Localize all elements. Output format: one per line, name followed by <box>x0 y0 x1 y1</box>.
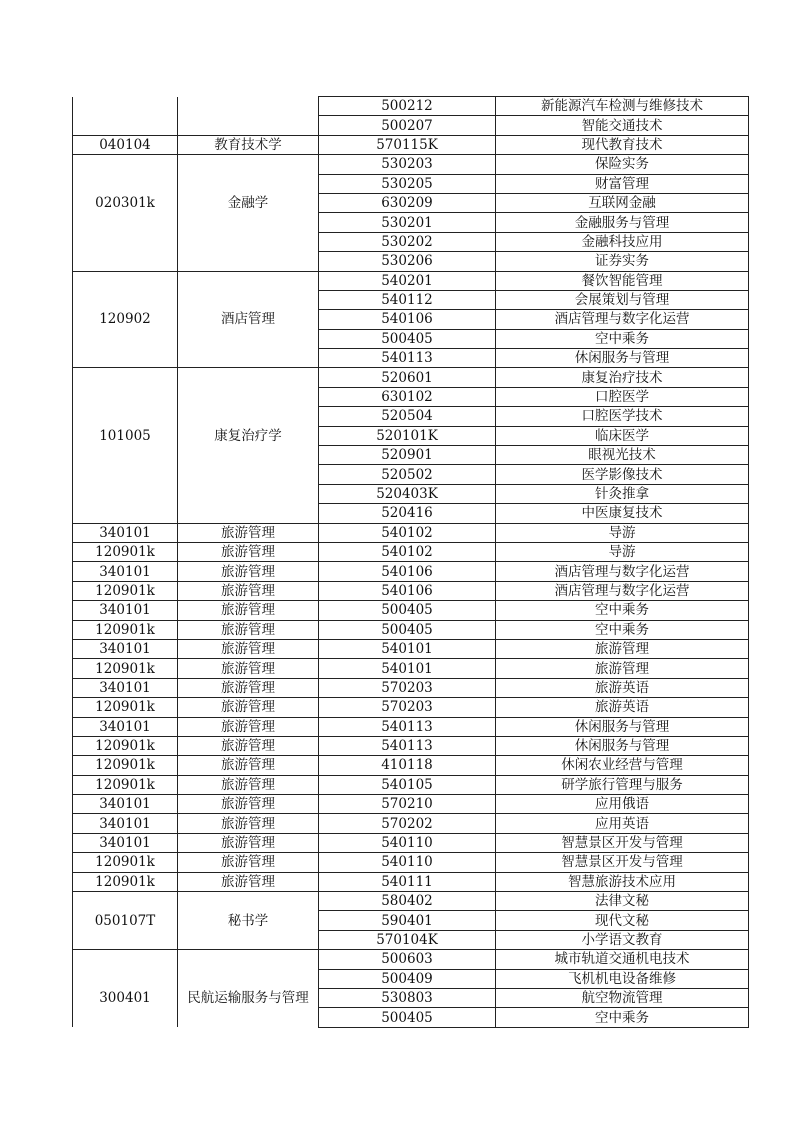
program-name-cell: 旅游管理 <box>496 639 749 658</box>
program-name-cell: 现代文秘 <box>496 911 749 930</box>
program-name-cell: 智慧景区开发与管理 <box>496 833 749 852</box>
program-name-cell: 导游 <box>496 523 749 542</box>
program-name-cell: 现代教育技术 <box>496 135 749 154</box>
code-cell: 340101 <box>73 639 178 658</box>
table-row <box>73 271 749 290</box>
table-row <box>73 969 749 988</box>
code-cell: 120902 <box>73 310 178 329</box>
program-code-cell: 540201 <box>319 271 496 290</box>
table-row <box>73 135 749 154</box>
table-row <box>73 736 749 755</box>
table-row <box>73 1008 749 1027</box>
program-code-cell: 540106 <box>319 562 496 581</box>
program-code-cell: 540102 <box>319 542 496 561</box>
code-cell <box>73 465 178 484</box>
code-cell <box>73 252 178 271</box>
table-row <box>73 213 749 232</box>
program-code-cell: 630209 <box>319 193 496 212</box>
code-cell <box>73 155 178 174</box>
code-cell <box>73 368 178 387</box>
program-code-cell: 540113 <box>319 349 496 368</box>
program-code-cell: 630102 <box>319 387 496 406</box>
major-cell: 旅游管理 <box>178 620 319 639</box>
major-cell: 康复治疗学 <box>178 426 319 445</box>
table-row <box>73 562 749 581</box>
table-row <box>73 174 749 193</box>
table-row <box>73 387 749 406</box>
table-row <box>73 911 749 930</box>
code-cell: 120901k <box>73 853 178 872</box>
table-row <box>73 581 749 600</box>
major-cell: 旅游管理 <box>178 542 319 561</box>
major-cell <box>178 329 319 348</box>
table-row <box>73 155 749 174</box>
major-cell: 旅游管理 <box>178 872 319 891</box>
code-cell <box>73 407 178 426</box>
program-code-cell: 540101 <box>319 659 496 678</box>
program-name-cell: 金融服务与管理 <box>496 213 749 232</box>
table-row <box>73 116 749 135</box>
code-cell: 340101 <box>73 717 178 736</box>
table-row <box>73 232 749 251</box>
program-code-cell: 530202 <box>319 232 496 251</box>
program-name-cell: 旅游管理 <box>496 659 749 678</box>
major-cell: 旅游管理 <box>178 833 319 852</box>
code-cell <box>73 97 178 116</box>
table-row <box>73 446 749 465</box>
major-cell <box>178 387 319 406</box>
table-row <box>73 465 749 484</box>
table-row <box>73 659 749 678</box>
program-code-cell: 570202 <box>319 814 496 833</box>
program-name-cell: 酒店管理与数字化运营 <box>496 581 749 600</box>
code-cell: 120901k <box>73 775 178 794</box>
program-code-cell: 540112 <box>319 290 496 309</box>
major-cell <box>178 465 319 484</box>
major-cell: 旅游管理 <box>178 736 319 755</box>
table-row <box>73 717 749 736</box>
program-name-cell: 休闲服务与管理 <box>496 717 749 736</box>
program-name-cell: 临床医学 <box>496 426 749 445</box>
program-code-cell: 530203 <box>319 155 496 174</box>
program-code-cell: 540110 <box>319 853 496 872</box>
table-row <box>73 193 749 212</box>
major-cell: 教育技术学 <box>178 135 319 154</box>
code-cell: 120901k <box>73 756 178 775</box>
program-code-cell: 540102 <box>319 523 496 542</box>
program-name-cell: 空中乘务 <box>496 329 749 348</box>
major-cell <box>178 232 319 251</box>
table-row <box>73 426 749 445</box>
major-cell <box>178 252 319 271</box>
program-name-cell: 智慧景区开发与管理 <box>496 853 749 872</box>
program-code-cell: 540110 <box>319 833 496 852</box>
major-cell: 酒店管理 <box>178 310 319 329</box>
program-name-cell: 口腔医学 <box>496 387 749 406</box>
major-cell <box>178 504 319 523</box>
major-cell <box>178 174 319 193</box>
program-code-cell: 540113 <box>319 736 496 755</box>
code-cell <box>73 484 178 503</box>
code-cell: 040104 <box>73 135 178 154</box>
code-cell <box>73 387 178 406</box>
table-row <box>73 523 749 542</box>
major-cell <box>178 290 319 309</box>
program-name-cell: 应用俄语 <box>496 795 749 814</box>
major-cell: 旅游管理 <box>178 601 319 620</box>
program-code-cell: 500405 <box>319 620 496 639</box>
code-cell: 120901k <box>73 620 178 639</box>
code-cell: 340101 <box>73 814 178 833</box>
program-code-cell: 500405 <box>319 1008 496 1027</box>
table-row <box>73 892 749 911</box>
table-row <box>73 484 749 503</box>
major-cell: 民航运输服务与管理 <box>178 988 319 1007</box>
program-code-cell: 500409 <box>319 969 496 988</box>
major-cell <box>178 155 319 174</box>
code-cell <box>73 892 178 911</box>
major-cell: 旅游管理 <box>178 756 319 775</box>
program-name-cell: 休闲服务与管理 <box>496 349 749 368</box>
program-code-cell: 540113 <box>319 717 496 736</box>
program-name-cell: 酒店管理与数字化运营 <box>496 310 749 329</box>
program-code-cell: 570210 <box>319 795 496 814</box>
table-row <box>73 368 749 387</box>
table-row <box>73 349 749 368</box>
code-cell <box>73 116 178 135</box>
major-cell <box>178 368 319 387</box>
program-code-cell: 570203 <box>319 678 496 697</box>
major-cell: 金融学 <box>178 193 319 212</box>
program-name-cell: 城市轨道交通机电技术 <box>496 950 749 969</box>
program-code-cell: 570203 <box>319 698 496 717</box>
program-code-cell: 540105 <box>319 775 496 794</box>
program-name-cell: 智慧旅游技术应用 <box>496 872 749 891</box>
program-name-cell: 康复治疗技术 <box>496 368 749 387</box>
program-code-cell: 410118 <box>319 756 496 775</box>
code-cell: 340101 <box>73 833 178 852</box>
code-cell <box>73 174 178 193</box>
code-cell: 120901k <box>73 542 178 561</box>
table-row <box>73 872 749 891</box>
program-code-cell: 520502 <box>319 465 496 484</box>
table-body <box>73 97 749 1028</box>
program-name-cell: 保险实务 <box>496 155 749 174</box>
major-cell: 秘书学 <box>178 911 319 930</box>
program-name-cell: 中医康复技术 <box>496 504 749 523</box>
table-row <box>73 795 749 814</box>
program-code-cell: 500405 <box>319 601 496 620</box>
program-code-cell: 580402 <box>319 892 496 911</box>
program-code-cell: 520601 <box>319 368 496 387</box>
program-name-cell: 会展策划与管理 <box>496 290 749 309</box>
code-cell <box>73 950 178 969</box>
code-cell <box>73 504 178 523</box>
code-cell <box>73 1008 178 1027</box>
major-cell: 旅游管理 <box>178 698 319 717</box>
table-row <box>73 290 749 309</box>
program-name-cell: 小学语文教育 <box>496 930 749 949</box>
program-name-cell: 空中乘务 <box>496 601 749 620</box>
table-row <box>73 620 749 639</box>
table-row <box>73 833 749 852</box>
program-code-cell: 540101 <box>319 639 496 658</box>
program-code-cell: 530803 <box>319 988 496 1007</box>
code-cell: 340101 <box>73 795 178 814</box>
major-cell <box>178 213 319 232</box>
major-cell <box>178 484 319 503</box>
program-code-cell: 500603 <box>319 950 496 969</box>
table-row <box>73 678 749 697</box>
table-row <box>73 639 749 658</box>
table-row <box>73 310 749 329</box>
code-cell: 050107T <box>73 911 178 930</box>
program-name-cell: 休闲农业经营与管理 <box>496 756 749 775</box>
program-name-cell: 休闲服务与管理 <box>496 736 749 755</box>
program-name-cell: 医学影像技术 <box>496 465 749 484</box>
table-row <box>73 329 749 348</box>
program-name-cell: 应用英语 <box>496 814 749 833</box>
program-name-cell: 针灸推拿 <box>496 484 749 503</box>
code-cell: 120901k <box>73 872 178 891</box>
program-code-cell: 520416 <box>319 504 496 523</box>
program-code-cell: 570104K <box>319 930 496 949</box>
major-cell <box>178 271 319 290</box>
program-name-cell: 互联网金融 <box>496 193 749 212</box>
major-cell <box>178 1008 319 1027</box>
code-cell <box>73 446 178 465</box>
major-cell <box>178 97 319 116</box>
program-code-cell: 500212 <box>319 97 496 116</box>
program-name-cell: 金融科技应用 <box>496 232 749 251</box>
major-cell: 旅游管理 <box>178 659 319 678</box>
code-cell: 120901k <box>73 581 178 600</box>
program-name-cell: 空中乘务 <box>496 620 749 639</box>
program-code-cell: 530201 <box>319 213 496 232</box>
code-cell: 300401 <box>73 988 178 1007</box>
code-cell <box>73 232 178 251</box>
table-row <box>73 407 749 426</box>
major-cell: 旅游管理 <box>178 678 319 697</box>
code-cell <box>73 329 178 348</box>
program-name-cell: 酒店管理与数字化运营 <box>496 562 749 581</box>
table-row <box>73 756 749 775</box>
major-cell <box>178 407 319 426</box>
code-cell: 120901k <box>73 736 178 755</box>
program-name-cell: 餐饮智能管理 <box>496 271 749 290</box>
major-cell: 旅游管理 <box>178 795 319 814</box>
program-code-cell: 540111 <box>319 872 496 891</box>
major-cell: 旅游管理 <box>178 523 319 542</box>
program-name-cell: 航空物流管理 <box>496 988 749 1007</box>
major-cell <box>178 969 319 988</box>
code-cell <box>73 930 178 949</box>
program-name-cell: 法律文秘 <box>496 892 749 911</box>
program-name-cell: 证券实务 <box>496 252 749 271</box>
major-cell: 旅游管理 <box>178 562 319 581</box>
code-cell <box>73 213 178 232</box>
program-code-cell: 540106 <box>319 310 496 329</box>
program-name-cell: 导游 <box>496 542 749 561</box>
code-cell: 340101 <box>73 523 178 542</box>
table-row <box>73 601 749 620</box>
major-cell: 旅游管理 <box>178 581 319 600</box>
major-cell <box>178 950 319 969</box>
table-row <box>73 950 749 969</box>
table-row <box>73 930 749 949</box>
code-cell <box>73 290 178 309</box>
major-cell <box>178 446 319 465</box>
program-name-cell: 眼视光技术 <box>496 446 749 465</box>
code-cell: 340101 <box>73 601 178 620</box>
program-code-cell: 530206 <box>319 252 496 271</box>
program-code-cell: 530205 <box>319 174 496 193</box>
table-row <box>73 853 749 872</box>
code-cell <box>73 271 178 290</box>
program-code-cell: 520403K <box>319 484 496 503</box>
program-name-cell: 财富管理 <box>496 174 749 193</box>
table-row <box>73 252 749 271</box>
code-cell: 340101 <box>73 562 178 581</box>
program-code-cell: 500207 <box>319 116 496 135</box>
major-cell: 旅游管理 <box>178 639 319 658</box>
table-row <box>73 504 749 523</box>
code-cell: 120901k <box>73 659 178 678</box>
code-cell: 340101 <box>73 678 178 697</box>
major-cell <box>178 349 319 368</box>
program-name-cell: 研学旅行管理与服务 <box>496 775 749 794</box>
major-cell: 旅游管理 <box>178 775 319 794</box>
program-name-cell: 飞机机电设备维修 <box>496 969 749 988</box>
program-mapping-table <box>72 96 749 1028</box>
program-code-cell: 520504 <box>319 407 496 426</box>
major-cell <box>178 116 319 135</box>
program-name-cell: 空中乘务 <box>496 1008 749 1027</box>
table-row <box>73 775 749 794</box>
program-name-cell: 智能交通技术 <box>496 116 749 135</box>
code-cell <box>73 349 178 368</box>
table-row <box>73 97 749 116</box>
program-name-cell: 旅游英语 <box>496 698 749 717</box>
major-cell: 旅游管理 <box>178 717 319 736</box>
program-name-cell: 口腔医学技术 <box>496 407 749 426</box>
table-row <box>73 988 749 1007</box>
major-cell: 旅游管理 <box>178 853 319 872</box>
table-row <box>73 698 749 717</box>
code-cell: 101005 <box>73 426 178 445</box>
program-code-cell: 520101K <box>319 426 496 445</box>
program-name-cell: 新能源汽车检测与维修技术 <box>496 97 749 116</box>
program-code-cell: 590401 <box>319 911 496 930</box>
table-row <box>73 814 749 833</box>
program-code-cell: 570115K <box>319 135 496 154</box>
major-cell <box>178 930 319 949</box>
table-row <box>73 542 749 561</box>
code-cell: 020301k <box>73 193 178 212</box>
major-cell: 旅游管理 <box>178 814 319 833</box>
program-code-cell: 540106 <box>319 581 496 600</box>
code-cell: 120901k <box>73 698 178 717</box>
program-name-cell: 旅游英语 <box>496 678 749 697</box>
program-code-cell: 520901 <box>319 446 496 465</box>
code-cell <box>73 969 178 988</box>
program-code-cell: 500405 <box>319 329 496 348</box>
major-cell <box>178 892 319 911</box>
